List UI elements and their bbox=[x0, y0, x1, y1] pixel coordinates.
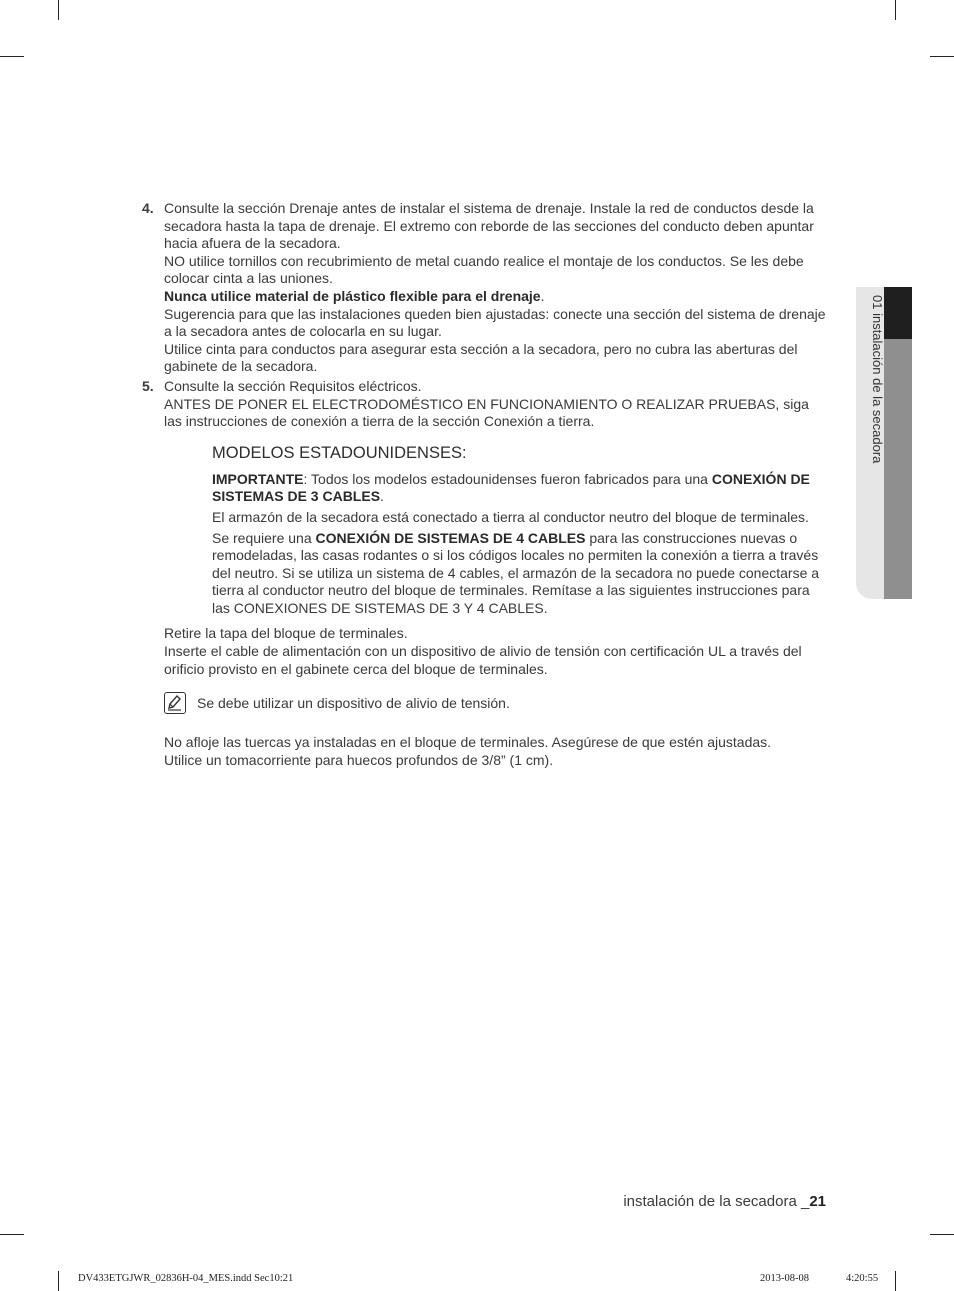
item-number: 4. bbox=[142, 200, 154, 216]
paragraph: NO utilice tornillos con recubrimiento de metal cuando realice el montaje de los conductos. Se les debe colocar cinta a las uniones. bbox=[164, 252, 804, 287]
main-content bbox=[142, 200, 826, 769]
terminal-instructions bbox=[164, 625, 826, 678]
paragraph: Sugerencia para que las instalaciones queden bien ajustadas: conecte una sección del sistema de drenaje a la secadora antes de colocarla en su lugar. bbox=[164, 305, 826, 340]
paragraph: No afloje las tuercas ya instaladas en el bloque de terminales. Asegúrese de que estén ajustadas. bbox=[164, 734, 772, 751]
page-footer bbox=[623, 1193, 826, 1210]
item-number: 5. bbox=[142, 377, 154, 394]
footer-label: instalación de la secadora _ bbox=[623, 1193, 810, 1210]
paragraph: ANTES DE PONER EL ELECTRODOMÉSTICO EN FUNCIONAMIENTO O REALIZAR PRUEBAS, siga las instrucciones de conexión a tierra de la sección Conexión a tierra. bbox=[164, 395, 809, 430]
list-item-4 bbox=[142, 200, 826, 376]
crop-mark bbox=[895, 1271, 896, 1291]
paragraph: Utilice un tomacorriente para huecos profundos de 3/8” (1 cm). bbox=[164, 751, 554, 768]
crop-mark bbox=[58, 0, 59, 20]
bold-warning: Nunca utilice material de plástico flexible para el drenaje bbox=[164, 287, 541, 304]
important-paragraph: IMPORTANTE: Todos los modelos estadounidenses fueron fabricados para una CONEXIÓN DE SISTEMAS DE 3 CABLES. bbox=[212, 470, 810, 505]
important-label: IMPORTANTE bbox=[212, 470, 304, 487]
crop-mark bbox=[895, 0, 896, 20]
print-time: 4:20:55 bbox=[846, 1273, 879, 1284]
print-file-info: DV433ETGJWR_02836H-04_MES.indd Sec10:21 bbox=[78, 1273, 294, 1284]
list-item-5 bbox=[142, 378, 826, 431]
warning-line: Nunca utilice material de plástico flexible para el drenaje. bbox=[164, 287, 545, 304]
crop-mark bbox=[930, 1234, 954, 1235]
us-models-section bbox=[212, 443, 826, 618]
paragraph: Utilice cinta para conductos para asegurar esta sección a la secadora, pero no cubra las aberturas del gabinete de la secadora. bbox=[164, 340, 798, 375]
paragraph: Se requiere una CONEXIÓN DE SISTEMAS DE 4 CABLES para las construcciones nuevas o remodeladas, las casas rodantes o si los códigos locales no permiten la conexión a tierra a través del neutro. Si se utiliza un sistema de 4 cables, el armazón de la secadora no puede conectarse a tierra al conductor neutro del bloque de terminales. Remítase a las siguientes instrucciones para las CONEXIONES DE SISTEMAS DE 3 Y 4 CABLES. bbox=[212, 529, 820, 616]
paragraph: Consulte la sección Drenaje antes de instalar el sistema de drenaje. Instale la red de conductos desde la secadora hasta la tapa de drenaje. El extremo con reborde de las secciones del conducto deben apuntar hacia afuera de la secadora. bbox=[164, 200, 814, 252]
paragraph: Retire la tapa del bloque de terminales. bbox=[164, 625, 408, 642]
note bbox=[164, 692, 826, 716]
print-date: 2013-08-08 bbox=[760, 1273, 809, 1284]
crop-mark bbox=[58, 1271, 59, 1291]
chapter-side-tab bbox=[856, 287, 912, 599]
crop-mark bbox=[930, 56, 954, 57]
crop-mark bbox=[0, 1234, 24, 1235]
paragraph: Inserte el cable de alimentación con un dispositivo de alivio de tensión con certificación UL a través del orificio provisto en el gabinete cerca del bloque de terminales. bbox=[164, 643, 802, 677]
final-instructions bbox=[164, 734, 826, 769]
page-number: 21 bbox=[809, 1193, 826, 1210]
chapter-label: 01 instalación de la secadora bbox=[870, 295, 885, 464]
paragraph: Consulte la sección Requisitos eléctricos. bbox=[164, 377, 422, 394]
crop-mark bbox=[0, 56, 24, 57]
section-heading: MODELOS ESTADOUNIDENSES: bbox=[212, 443, 467, 462]
paragraph: El armazón de la secadora está conectado a tierra al conductor neutro del bloque de terminales. bbox=[212, 508, 809, 525]
note-pen-icon bbox=[164, 692, 186, 714]
note-text: Se debe utilizar un dispositivo de alivio de tensión. bbox=[197, 695, 510, 712]
